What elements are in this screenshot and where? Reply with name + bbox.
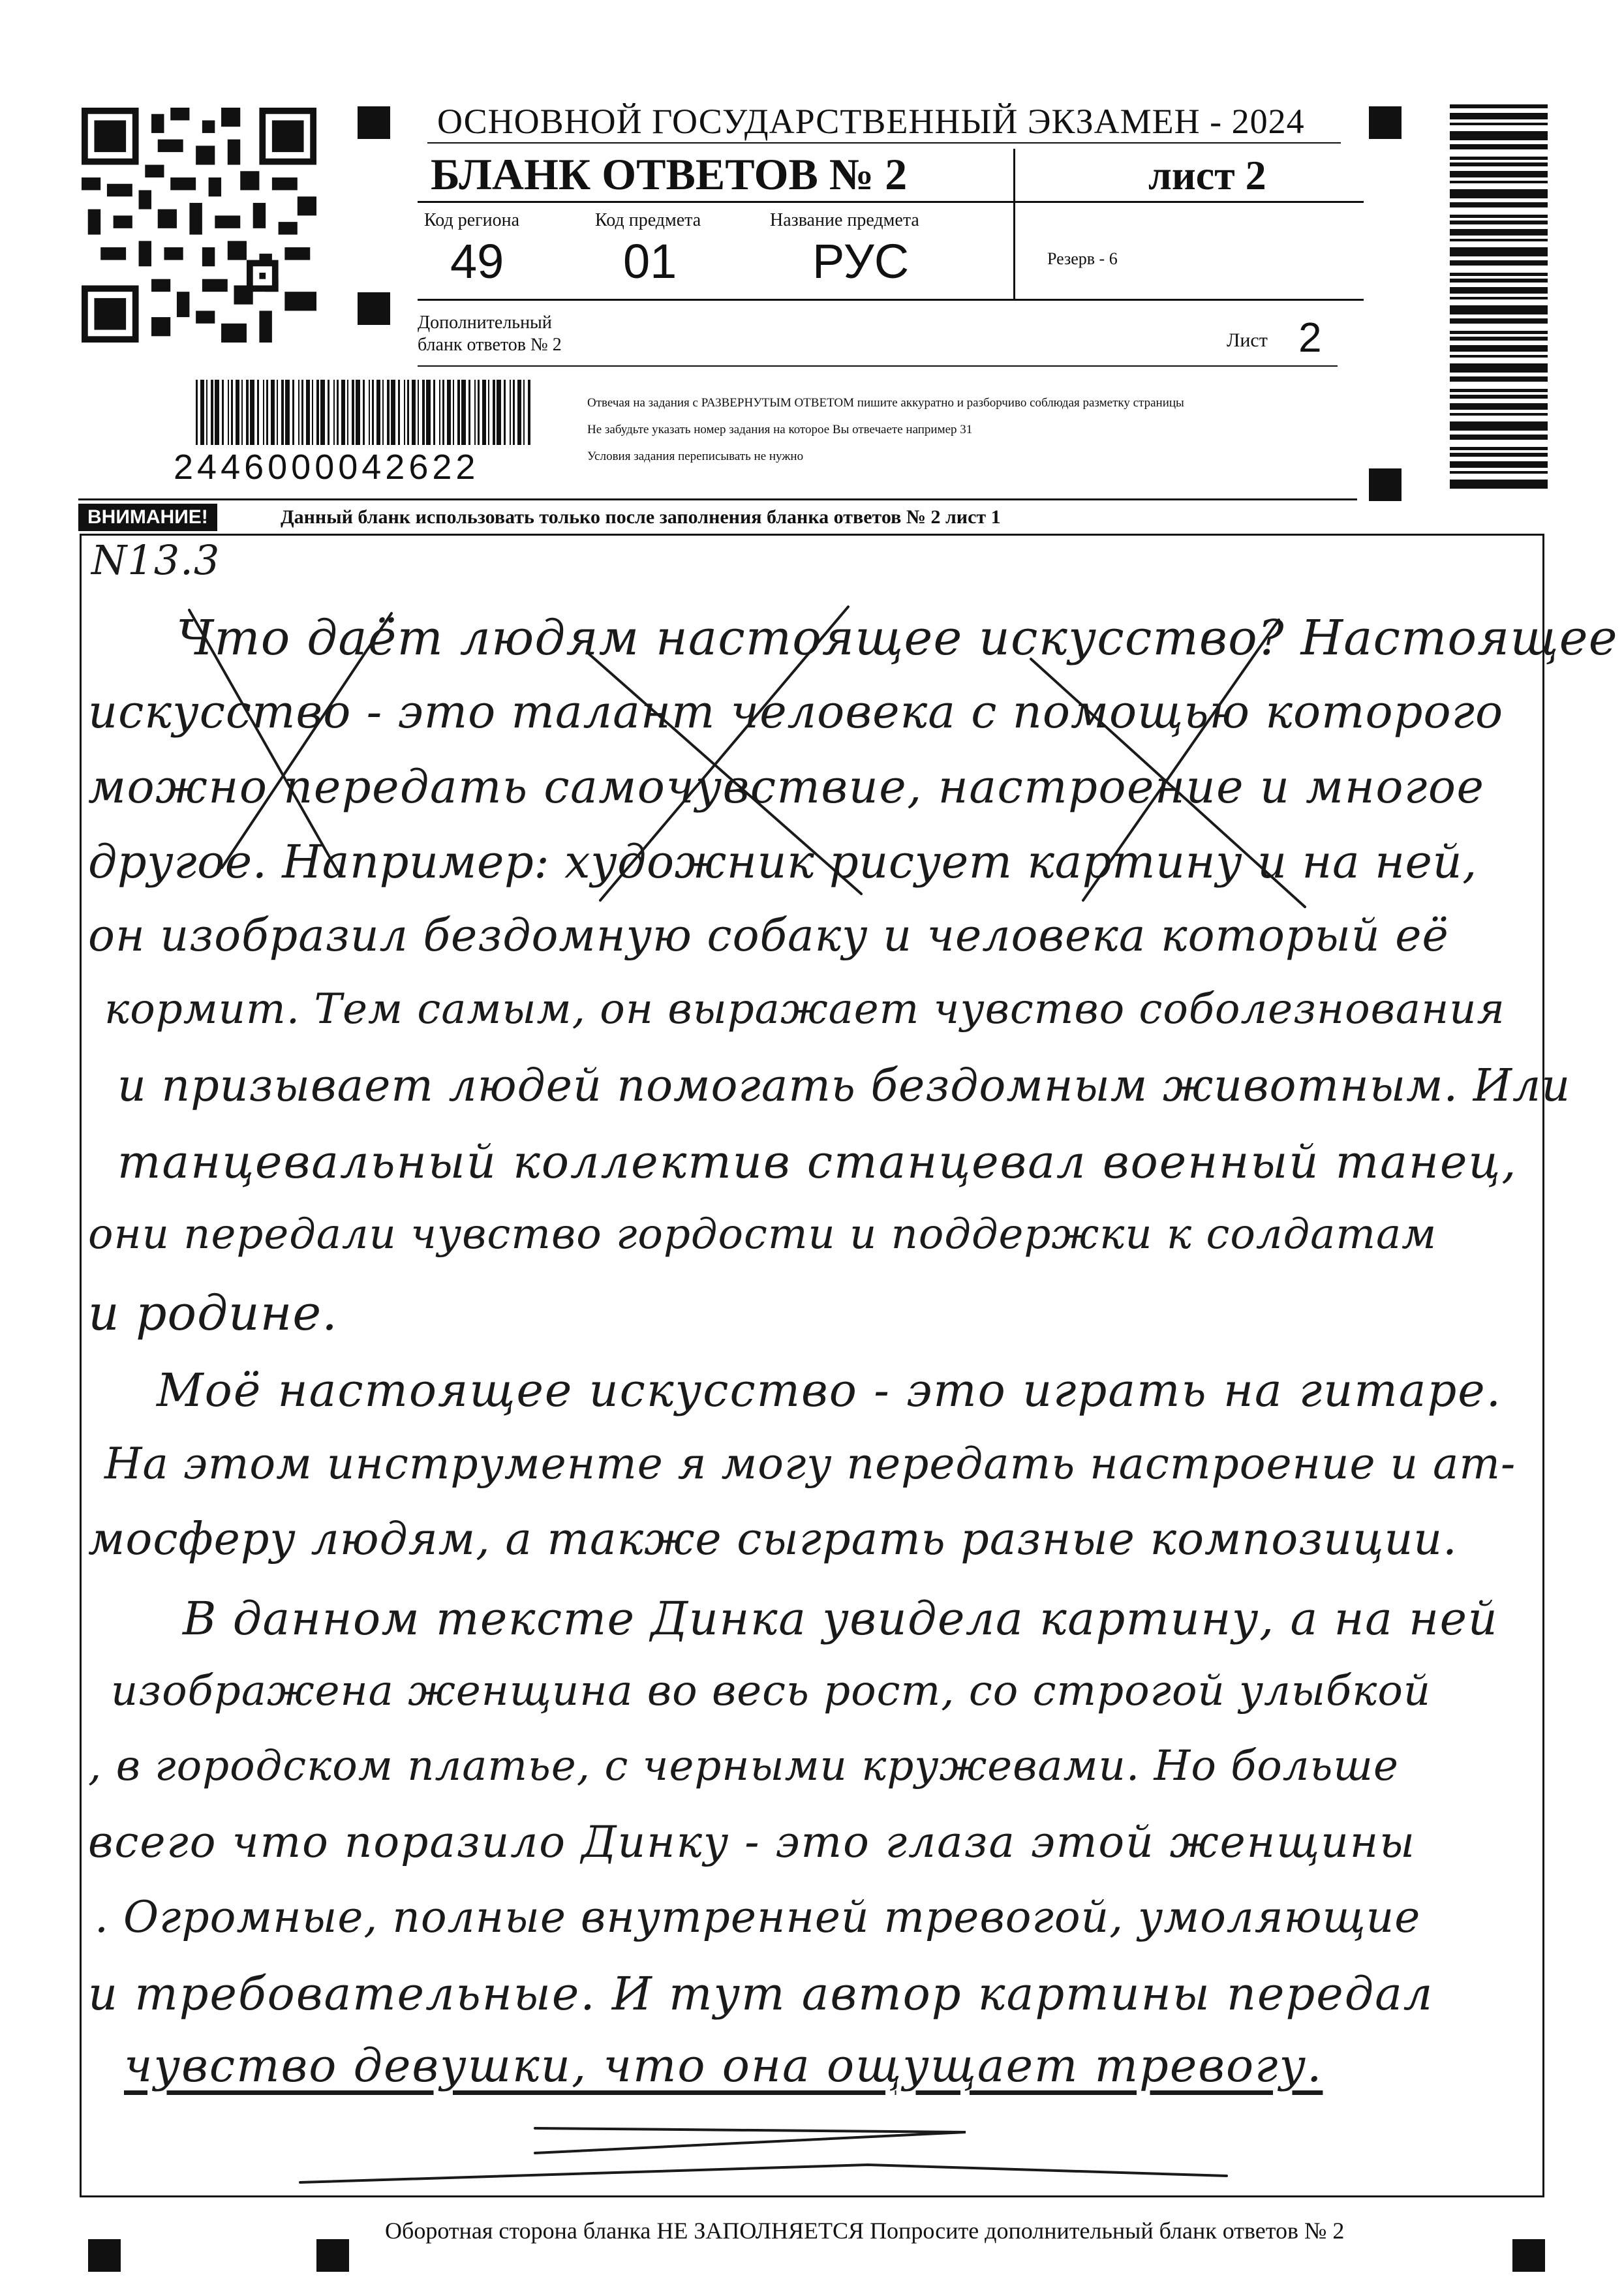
cross-out-stroke — [1031, 659, 1305, 907]
answer-line: можно передать самочувствие, настроение и многое — [88, 760, 1485, 814]
answer-line: В данном тексте Динка увидела картину, а на ней — [183, 1592, 1499, 1645]
answer-line: они передали чувство гордости и поддержки к солдатам — [88, 1210, 1437, 1259]
answer-line: и требовательные. И тут автор картины передал — [88, 1967, 1434, 2021]
barcode-number: 2446000042622 — [171, 447, 482, 487]
attention-text: Данный бланк использовать только после заполнения бланка ответов № 2 лист 1 — [281, 506, 1001, 528]
answer-line: Моё настоящее искусство - это играть на гитаре. — [157, 1364, 1502, 1417]
subject-name-value: РУС — [812, 234, 910, 288]
end-stroke — [535, 2128, 966, 2153]
answer-line: Что даёт людям настоящее искусство? Настоящее — [176, 610, 1618, 666]
answer-line: он изобразил бездомную собаку и человека который её — [88, 910, 1449, 962]
cross-out-stroke — [600, 607, 848, 900]
answer-line: другое. Например: художник рисует картину и на ней, — [88, 835, 1477, 889]
form-title: БЛАНК ОТВЕТОВ № 2 — [431, 149, 908, 199]
additional-form-label: Дополнительный бланк ответов № 2 — [418, 313, 562, 355]
answer-line: и родине. — [88, 1285, 338, 1341]
exam-title: ОСНОВНОЙ ГОСУДАРСТВЕННЫЙ ЭКЗАМЕН - 2024 — [437, 102, 1305, 141]
subject-code-label: Код предмета — [595, 210, 701, 230]
subject-code-value: 01 — [623, 234, 677, 288]
cross-out-stroke — [222, 613, 391, 868]
sheet-title: лист 2 — [1148, 152, 1266, 198]
answer-line: На этом инструменте я могу передать настроение и ат- — [104, 1439, 1516, 1489]
instruction-line: Отвечая на задания с РАЗВЕРНУТЫМ ОТВЕТОМ пишите аккуратно и разборчиво соблюдая разметку страницы — [587, 396, 1184, 410]
reserve-label: Резерв - 6 — [1047, 249, 1118, 268]
sheet-number: 2 — [1298, 314, 1322, 361]
end-stroke — [300, 2165, 1227, 2182]
instruction-line: Не забудьте указать номер задания на которое Вы отвечаете например 31 — [587, 423, 973, 436]
cross-out-stroke — [587, 652, 861, 894]
subject-name-label: Название предмета — [770, 210, 919, 230]
answer-line: , в городском платье, с черными кружевами. Но больше — [88, 1742, 1399, 1790]
attention-badge: ВНИМАНИЕ! — [78, 504, 217, 531]
answer-line: чувство девушки, что она ощущает тревогу. — [124, 2039, 1323, 2092]
answer-line: изображена женщина во весь рост, со строгой улыбкой — [111, 1667, 1432, 1715]
cross-out-stroke — [189, 610, 339, 874]
answer-line: мосферу людям, а также сыграть разные композиции. — [88, 1514, 1458, 1565]
task-number: N13.3 — [91, 536, 221, 584]
instruction-line: Условия задания переписывать не нужно — [587, 450, 804, 463]
answer-line: кормит. Тем самым, он выражает чувство соболезнования — [104, 985, 1505, 1033]
answer-line: всего что поразило Динку - это глаза этой женщины — [88, 1817, 1416, 1867]
footer-text: Оборотная сторона бланка НЕ ЗАПОЛНЯЕТСЯ Попросите дополнительный бланк ответов № 2 — [385, 2218, 1345, 2244]
region-code-value: 49 — [450, 234, 504, 288]
answer-line: искусство - это талант человека с помощью которого — [88, 685, 1504, 739]
answer-line: . Огромные, полные внутренней тревогой, умоляющие — [95, 1892, 1421, 1942]
answer-line: танцевальный коллектив станцевал военный танец, — [117, 1135, 1518, 1189]
region-code-label: Код региона — [424, 210, 520, 230]
sheet-label: Лист — [1227, 329, 1268, 351]
answer-line: и призывает людей помогать бездомным животным. Или — [117, 1060, 1571, 1112]
